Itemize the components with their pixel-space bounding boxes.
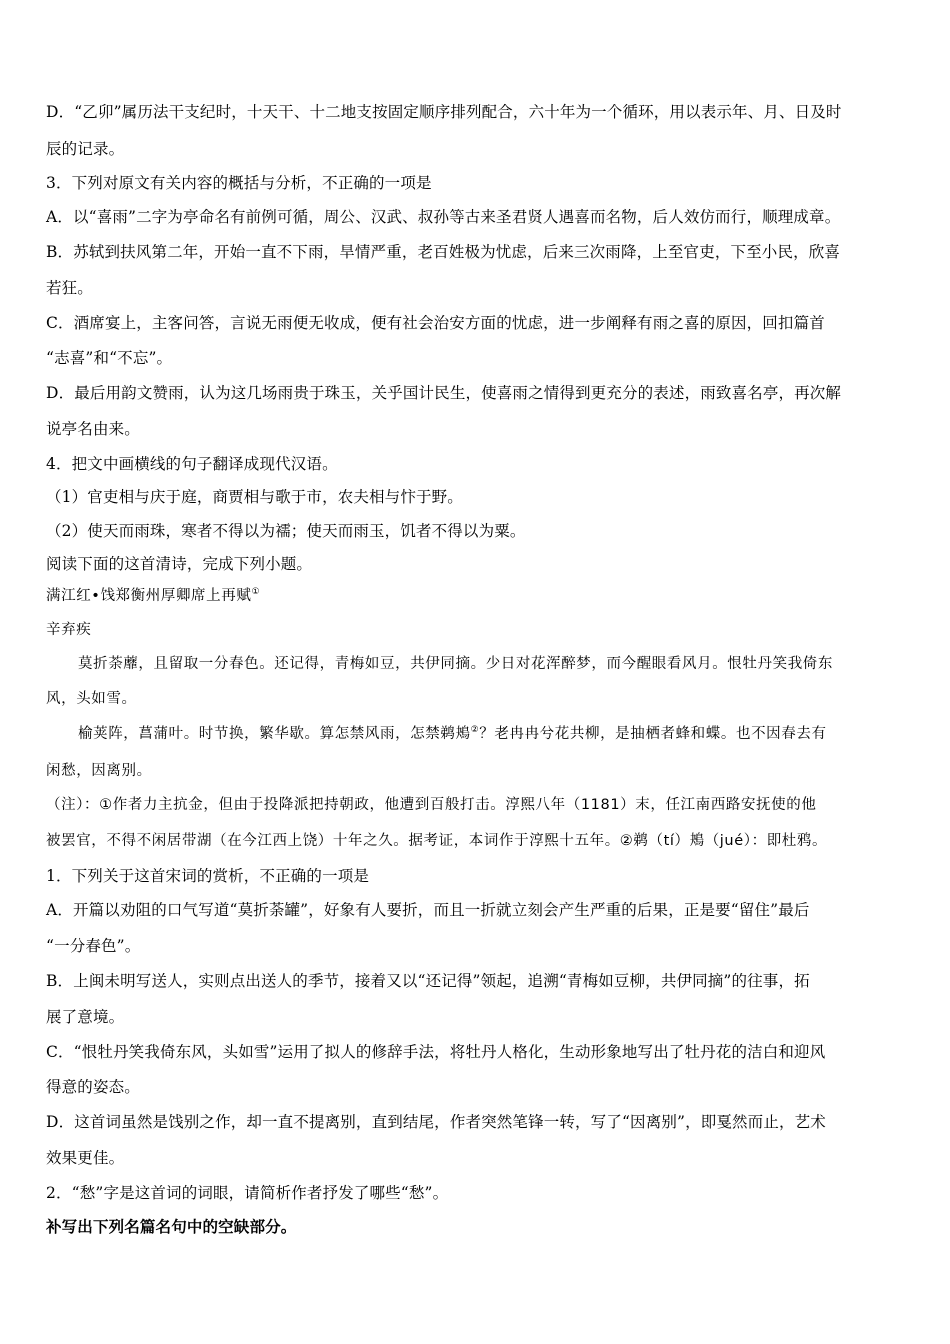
poem-title [46, 586, 260, 606]
q3-option-c-line2: “志喜”和“不忘”。 [46, 349, 173, 367]
poem-stanza1-line1: 莫折荼蘼，且留取一分春色。还记得，青梅如豆，共伊同摘。少日对花浑醉梦，而今醒眼看风月。恨牡丹笑我倚东 [78, 656, 833, 672]
q4-sentence-2: （2）使天而雨珠，寒者不得以为襦；使天而雨玉，饥者不得以为粟。 [46, 522, 526, 540]
poem-intro: 阅读下面的这首清诗，完成下列小题。 [46, 555, 313, 573]
poem-q1-option-b-line2: 展了意境。 [46, 1008, 125, 1026]
q4-sentence-1: （1）官吏相与庆于庭，商贾相与歌于市，农夫相与忭于野。 [46, 488, 463, 506]
poem-q1-option-c-line1: C．“恨牡丹笑我倚东风，头如雪”运用了拟人的修辞手法，将牡丹人格化，生动形象地写出了牡丹花的洁白和迎风 [46, 1043, 826, 1061]
poem-q1-stem: 1．下列关于这首宋词的赏析，不正确的一项是 [46, 867, 370, 885]
poem-title-text: 满江红•饯郑衡州厚卿席上再赋 [46, 588, 252, 604]
poem-note-line2: 被罢官，不得不闲居带湖（在今江西上饶）十年之久。据考证，本词作于淳熙十五年。②鹈（tí）鴂（jué）：即杜鸦。 [46, 833, 828, 849]
q4-stem: 4．把文中画横线的句子翻译成现代汉语。 [46, 455, 338, 473]
poem-stanza2-line1-b: ？老冉冉兮花共柳，是抽栖者蜂和蝶。也不因春去有 [479, 726, 827, 742]
poem-note-mark-2: ② [470, 725, 480, 735]
q3-option-c-line1: C．酒席宴上，主客问答，言说无雨便无收成，便有社会治安方面的忧虑，进一步阐释有雨之喜的原因，回扣篇首 [46, 314, 825, 332]
poem-q1-option-b-line1: B．上闽未明写送人，实则点出送人的季节，接着又以“还记得”领起，追溯“青梅如豆柳，共伊同摘”的往事，拓 [46, 972, 810, 990]
q3-option-b-line2: 若狂。 [46, 279, 93, 297]
q3-option-b-line1: B．苏轼到扶风第二年，开始一直不下雨，旱情严重，老百姓极为忧虑，后来三次雨降，上至官吏，下至小民，欣喜 [46, 243, 841, 261]
poem-stanza2-line1-a: 榆荚阵，菖蒲叶。时节换，繁华歇。算怎禁风雨，怎禁鹈鴂 [78, 726, 471, 742]
poem-title-note-mark: ① [251, 587, 261, 597]
poem-q1-option-d-line2: 效果更佳。 [46, 1149, 125, 1167]
q2-option-d-line1: D．“乙卯”属历法干支纪时，十天干、十二地支按固定顺序排列配合，六十年为一个循环，用以表示年、月、日及时 [46, 103, 842, 121]
q2-option-d-line2: 辰的记录。 [46, 140, 125, 158]
poem-q1-option-d-line1: D．这首词虽然是饯别之作，却一直不提离别，直到结尾，作者突然笔锋一转，写了“因离别”，即戛然而止，艺术 [46, 1113, 826, 1131]
poem-stanza1-line2: 风，头如雪。 [46, 691, 137, 707]
poem-q2-stem: 2．“愁”字是这首词的词眼，请简析作者抒发了哪些“愁”。 [46, 1184, 449, 1202]
fill-section-heading: 补写出下列名篇名句中的空缺部分。 [46, 1217, 297, 1236]
q3-option-a: A．以“喜雨”二字为亭命名有前例可循，周公、汉武、叔孙等古来圣君贤人遇喜而名物，后人效仿而行，顺理成章。 [46, 208, 841, 226]
poem-stanza2-line2: 闲愁，因离别。 [46, 763, 152, 779]
q3-option-d-line1: D．最后用韵文赞雨，认为这几场雨贵于珠玉，关乎国计民生，使喜雨之情得到更充分的表述，雨致喜名亭，再次解 [46, 384, 842, 402]
poem-q1-option-c-line2: 得意的姿态。 [46, 1078, 140, 1096]
q3-option-d-line2: 说亭名由来。 [46, 420, 140, 438]
poem-note-line1: （注）：①作者力主抗金，但由于投降派把持朝政，他遭到百般打击。淳熙八年（1181）末，任江南西路安抚使的他 [46, 797, 817, 813]
poem-stanza2-line1 [78, 724, 827, 744]
poem-author: 辛弃疾 [46, 622, 92, 638]
poem-q1-option-a-line1: A．开篇以劝阻的口气写道“莫折荼罐”，好象有人要折，而且一折就立刻会产生严重的后果，正是要“留住”最后 [46, 901, 810, 919]
poem-q1-option-a-line2: “一分春色”。 [46, 937, 141, 955]
q3-stem: 3．下列对原文有关内容的概括与分析，不正确的一项是 [46, 174, 432, 192]
